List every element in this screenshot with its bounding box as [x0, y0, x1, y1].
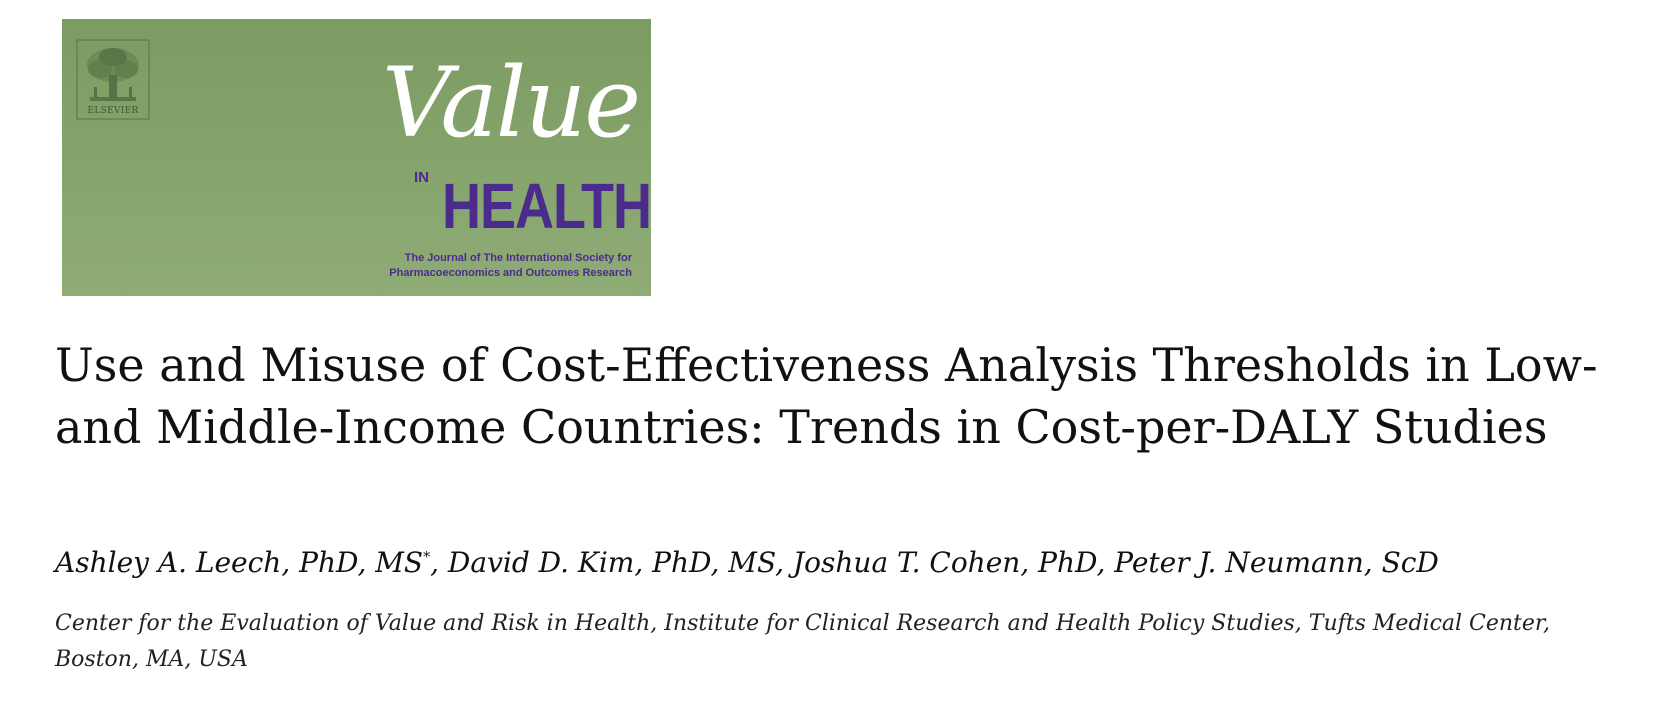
- journal-tagline-line-1: The Journal of The International Society for: [404, 252, 632, 264]
- publisher-name: ELSEVIER: [87, 106, 139, 116]
- article-title: Use and Misuse of Cost-Effectiveness Analysis Thresholds in Low- and Middle-Income Countries: Trends in Cost-per-DALY Studies: [55, 338, 1598, 454]
- author-affiliation: Center for the Evaluation of Value and Risk in Health, Institute for Clinical Research and Health Policy Studies, Tufts Medical Center, Boston, MA, USA: [55, 611, 1551, 672]
- journal-title-health: HEALTH: [442, 171, 651, 243]
- journal-title-in: IN: [414, 169, 429, 186]
- elsevier-tree-logo: [76, 39, 150, 120]
- journal-banner: [62, 19, 651, 296]
- journal-tagline-line-2: Pharmacoeconomics and Outcomes Research: [389, 267, 632, 279]
- corresponding-author-mark: *: [423, 549, 431, 566]
- first-author: Ashley A. Leech, PhD, MS: [55, 546, 424, 579]
- journal-title-value: Value: [382, 47, 640, 159]
- author-list: [55, 545, 1635, 581]
- journal-tagline: [332, 251, 632, 281]
- other-authors: , David D. Kim, PhD, MS, Joshua T. Cohen, PhD, Peter J. Neumann, ScD: [430, 546, 1439, 579]
